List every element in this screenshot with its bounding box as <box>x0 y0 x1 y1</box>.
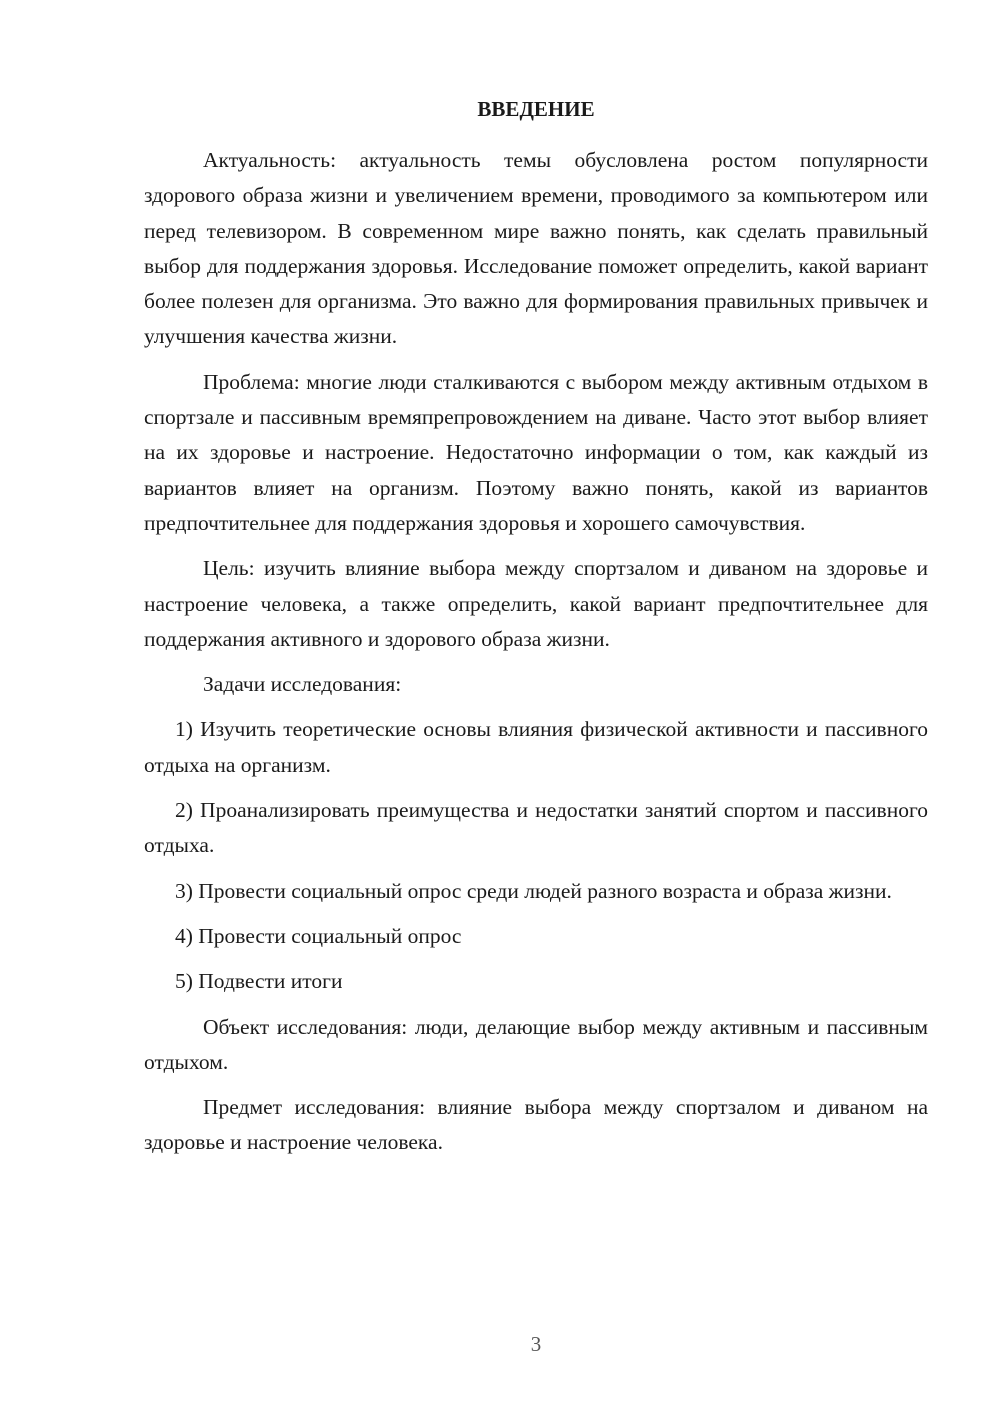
task-item: 3) Провести социальный опрос среди людей разного возраста и образа жизни. <box>175 878 892 903</box>
task-item: 1) Изучить теоретические основы влияния физической активности и пассивного отдыха на организм. <box>144 717 928 777</box>
paragraph-subject: Предмет исследования: влияние выбора между спортзалом и диваном на здоровье и настроение человека. <box>144 1095 928 1155</box>
tasks-heading: Задачи исследования: <box>203 672 402 697</box>
task-item: 4) Провести социальный опрос <box>175 923 462 948</box>
task-item: 5) Подвести итоги <box>175 969 343 994</box>
paragraph-object: Объект исследования: люди, делающие выбор между активным и пассивным отдыхом. <box>144 1014 928 1074</box>
paragraph-problem: Проблема: многие люди сталкиваются с выбором между активным отдыхом в спортзале и пассивным времяпрепровождением на диване. Часто этот выбор влияет на их здоровье и настроение. Недостаточно информации о том, как каждый из вариантов влияет на организм. Поэтому важно понять, какой из вариантов предпочтительнее для поддержания здоровья и хорошего самочувствия. <box>144 369 928 535</box>
paragraph-relevance: Актуальность: актуальность темы обусловлена ростом популярности здорового образа жизни и увеличением времени, проводимого за компьютером или перед телевизором. В современном мире важно понять, как сделать правильный выбор для поддержания здоровья. Исследование поможет определить, какой вариант более полезен для организма. Это важно для формирования правильных привычек и улучшения качества жизни. <box>144 148 928 349</box>
document-body <box>144 92 928 1171</box>
page-title: ВВЕДЕНИЕ <box>477 97 595 121</box>
page-number: 3 <box>530 1332 542 1356</box>
paragraph-goal: Цель: изучить влияние выбора между спортзалом и диваном на здоровье и настроение человека, а также определить, какой вариант предпочтительнее для поддержания активного и здорового образа жизни. <box>144 556 928 651</box>
task-item: 2) Проанализировать преимущества и недостатки занятий спортом и пассивного отдыха. <box>144 798 928 858</box>
